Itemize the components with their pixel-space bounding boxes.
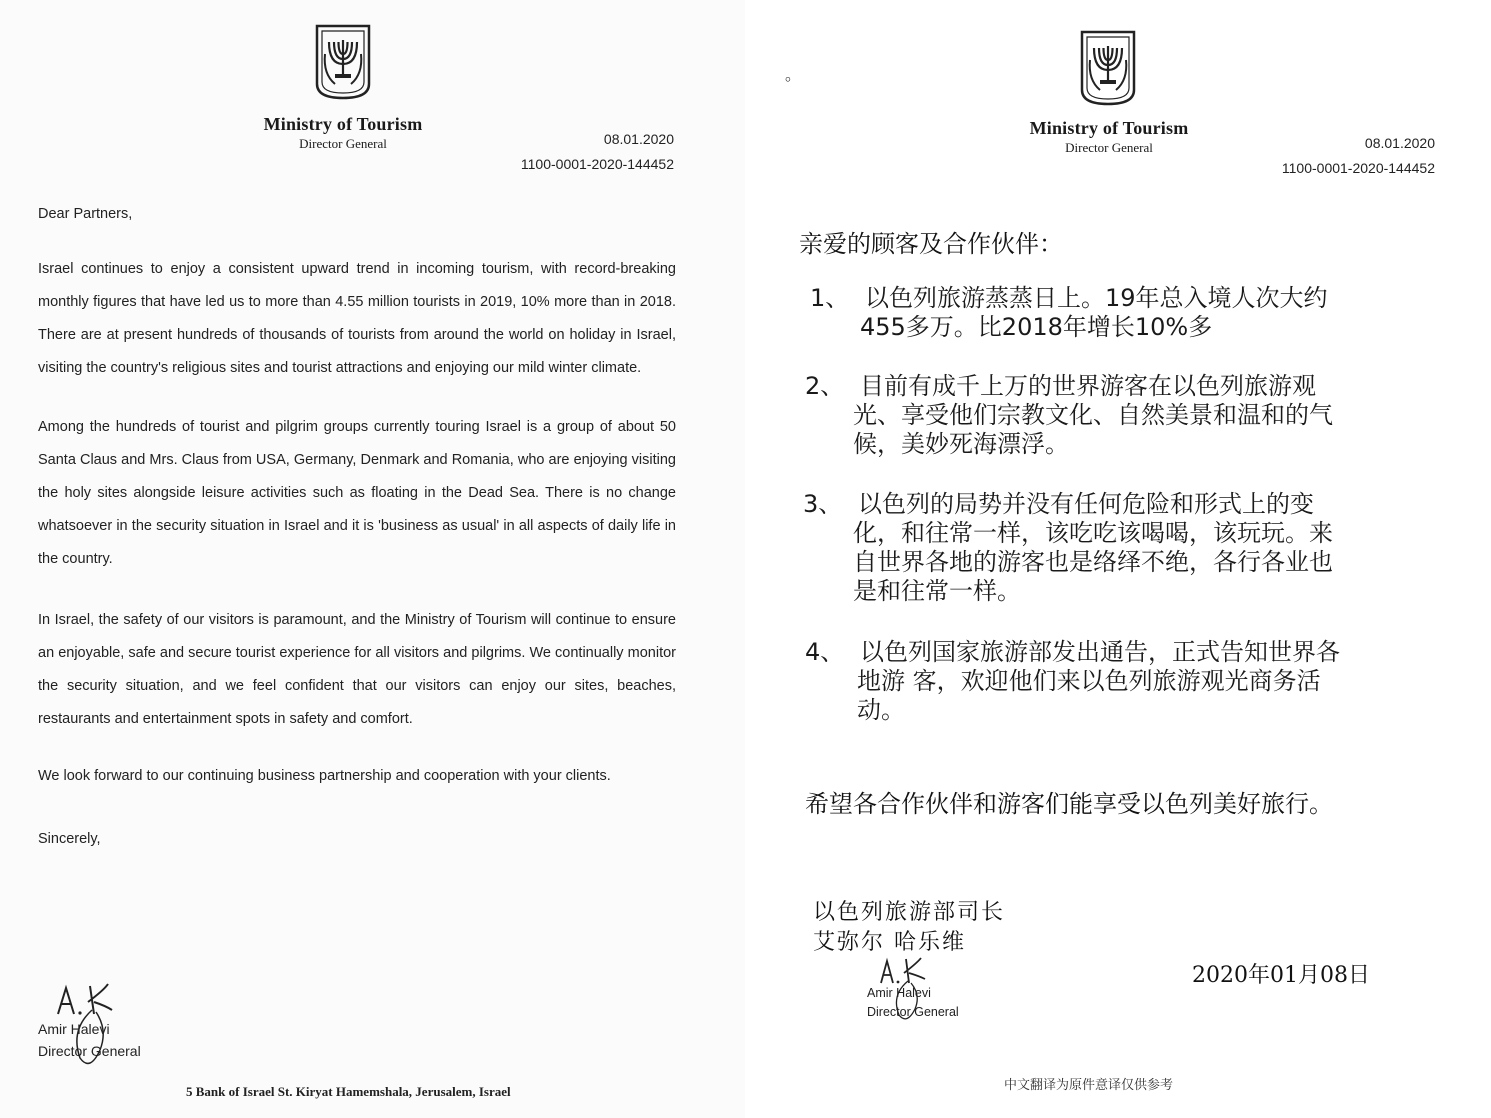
paragraph: Among the hundreds of tourist and pilgrim groups currently touring Israel is a group of about 50 Santa Claus and Mrs. Claus from USA, Germany, Denmark and Romania, who are enjoying visiting the holy sites alongside leisure activities such as floating in the Dead Sea. There is no change whatsoever in the security situation in Israel and it is 'business as usual' in all aspects of daily life in the country.: [38, 419, 676, 567]
date-cn: 2020年01月08日: [1192, 963, 1370, 988]
reference-number: 1100-0001-2020-144452: [1281, 160, 1435, 176]
item-line: 动。: [857, 696, 905, 724]
letter-body: [38, 198, 676, 856]
letter-reference: [521, 127, 674, 177]
paragraph: We look forward to our continuing business partnership and cooperation with your clients.: [38, 768, 611, 784]
director-title: Director General: [299, 136, 387, 151]
item-line: 地游 客，欢迎他们来以色列旅游观光商务活: [857, 667, 1321, 695]
stray-mark: 。: [785, 65, 802, 84]
closing: 希望各合作伙伴和游客们能享受以色列美好旅行。: [805, 790, 1333, 818]
signer-name: Amir Halevi: [867, 986, 931, 1000]
signer-en-block: [867, 984, 959, 1022]
signer-name: Amir Halevi: [38, 1021, 110, 1037]
ministry-header: [1009, 118, 1209, 156]
item-line: 以色列国家旅游部发出通告，正式告知世界各: [860, 638, 1340, 666]
footer-address: 5 Bank of Israel St. Kiryat Hamemshala, Jerusalem, Israel: [186, 1084, 511, 1099]
letter-reference: [1282, 131, 1435, 181]
signer-block: [813, 898, 1005, 958]
director-title: Director General: [1065, 140, 1153, 155]
chinese-letter: [745, 0, 1491, 1118]
english-letter: [0, 0, 745, 1118]
israel-emblem-icon: [313, 24, 373, 100]
item-number: 3、: [803, 490, 843, 518]
item-line: 化，和往常一样，该吃吃该喝喝，该玩玩。来: [853, 519, 1333, 547]
letter-date: 08.01.2020: [603, 131, 674, 147]
letter-date: 08.01.2020: [1364, 135, 1435, 151]
sign-title: 以色列旅游部司长: [813, 900, 1006, 925]
item-number: 2、: [805, 372, 845, 400]
israel-emblem-icon: [1078, 30, 1138, 106]
item-line: 以色列的局势并没有任何危险和形式上的变: [858, 490, 1314, 518]
item-line: 455多万。比2018年增长10%多: [860, 313, 1213, 341]
paragraph: Israel continues to enjoy a consistent upward trend in incoming tourism, with record-breaking monthly figures that have led us to more than 4.55 million tourists in 2019, 10% more than in 2018. There are at present hundreds of thousands of tourists from around the world on holiday in Israel, visiting the country's religious sites and tourist attractions and enjoying our mild winter climate.: [38, 261, 676, 376]
item-line: 目前有成千上万的世界游客在以色列旅游观: [860, 372, 1316, 400]
item-number: 1、: [810, 284, 850, 312]
item-line: 候，美妙死海漂浮。: [853, 430, 1069, 458]
ministry-name: Ministry of Tourism: [263, 114, 423, 134]
greeting: Dear Partners,: [38, 206, 133, 222]
signer-block: [38, 1018, 141, 1062]
item-line: 光、享受他们宗教文化、自然美景和温和的气: [853, 401, 1333, 429]
signer-title: Director General: [38, 1043, 141, 1059]
reference-number: 1100-0001-2020-144452: [520, 156, 674, 172]
item-line: 自世界各地的游客也是络绎不绝，各行各业也: [853, 548, 1333, 576]
closing: Sincerely,: [38, 831, 101, 847]
translation-note: 中文翻译为原件意译仅供参考: [1004, 1078, 1174, 1093]
greeting: 亲爱的顾客及合作伙伴：: [799, 230, 1063, 258]
sign-name: 艾弥尔 哈乐维: [813, 930, 966, 955]
paragraph: In Israel, the safety of our visitors is paramount, and the Ministry of Tourism will continue to ensure an enjoyable, safe and secure tourist experience for all visitors and pilgrims. We continually monitor the security situation, and we feel confident that our visitors can enjoy our sites, beaches, restaurants and entertainment spots in safety and comfort.: [38, 612, 676, 727]
signer-title: Director General: [867, 1005, 959, 1019]
item-number: 4、: [805, 638, 845, 666]
item-line: 是和往常一样。: [853, 577, 1021, 605]
item-line: 以色列旅游蒸蒸日上。19年总入境人次大约: [865, 284, 1328, 312]
ministry-header: [243, 114, 443, 152]
ministry-name: Ministry of Tourism: [1029, 118, 1189, 138]
